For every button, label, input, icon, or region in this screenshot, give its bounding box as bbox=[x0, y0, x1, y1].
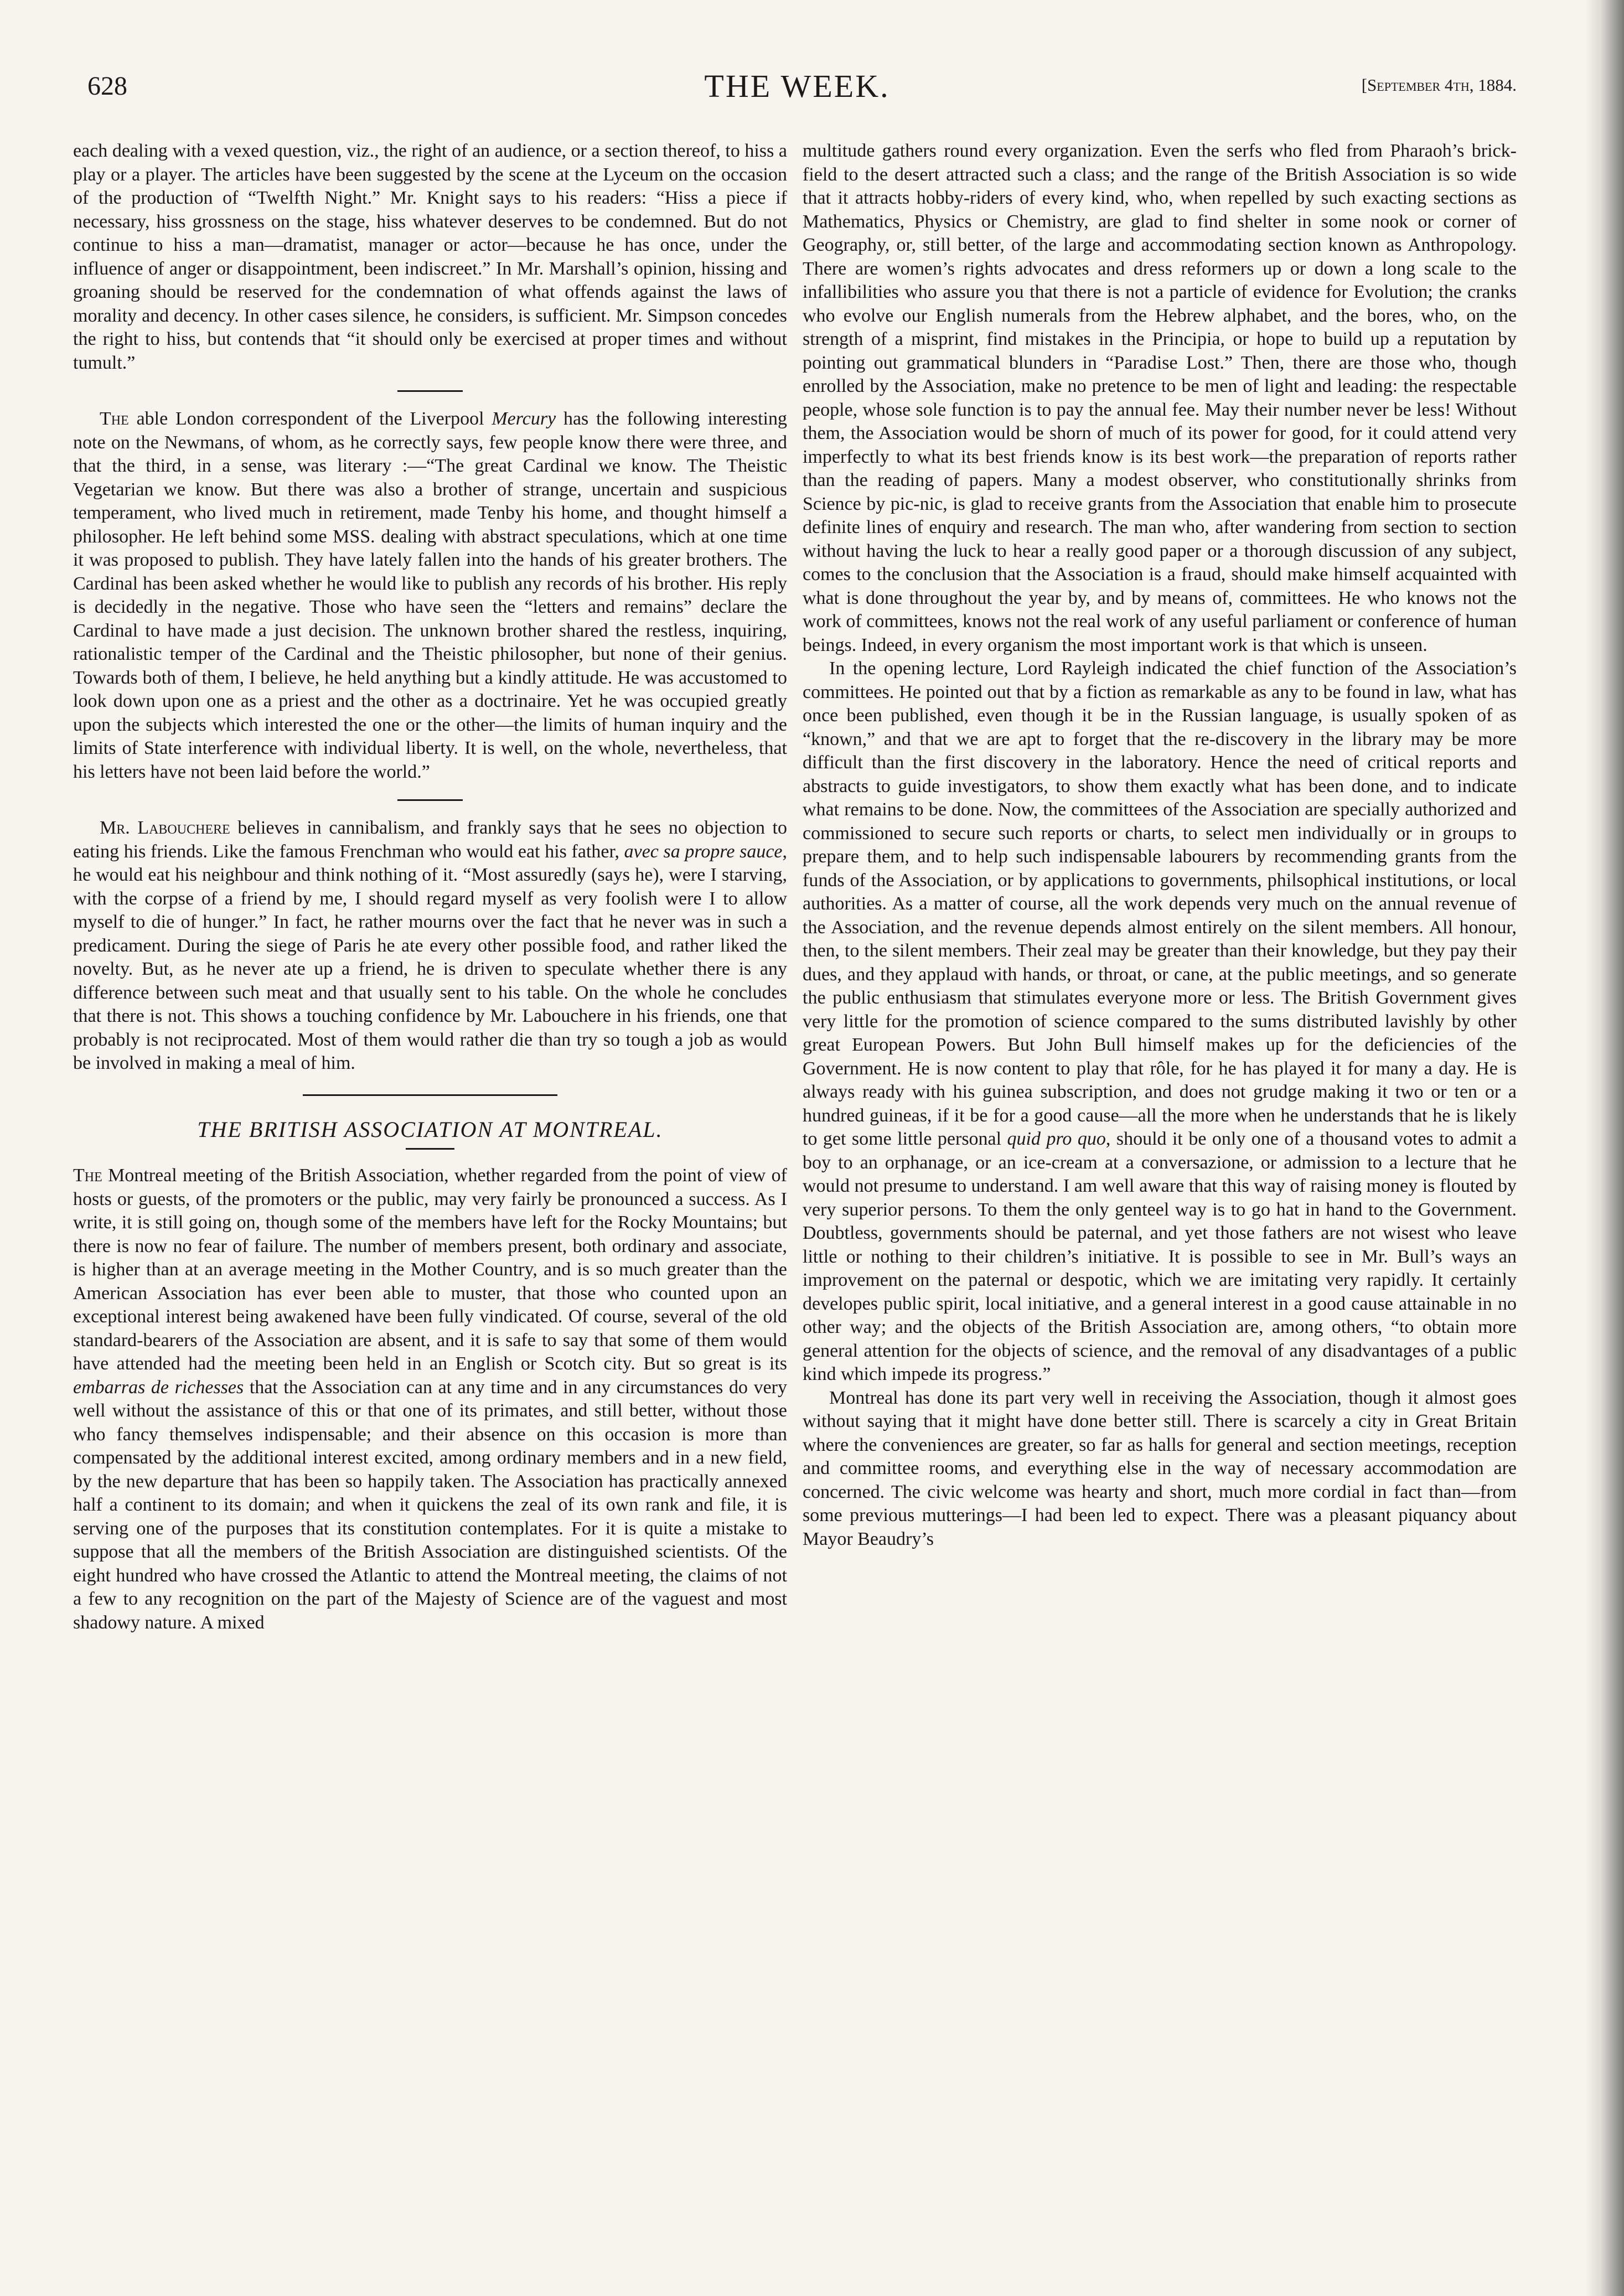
italic-phrase: quid pro quo bbox=[1007, 1129, 1106, 1149]
section-divider bbox=[397, 799, 463, 801]
issue-date: [September 4th, 1884. bbox=[1361, 75, 1517, 95]
paragraph-text: that the Association can at any time and in any circumstances do very well without the assistance of this or that one of its primates, and still better, without those who fancy themselves indispensable; and their absence on this occasion is more than compensated by the additional interest excited, among ordinary members and in a new field, by the new departure that has been so happily taken. The Association has practically annexed half a continent to its domain; and when it quickens the zeal of its own rank and file, it is serving one of the purposes that its constitution contemplates. For it is quite a mistake to suppose that all the members of the British Association are distinguished scientists. Of the eight hundred who have crossed the Atlantic to attend the Montreal meeting, the claims of not a few to any recognition on the part of the Majesty of Science are of the vaguest and most shadowy nature. A mixed bbox=[73, 1377, 787, 1633]
paragraph-text: believes in cannibalism, and frankly says that he sees no objection to eating his friends. Like the famous Frenchman who would eat his father, bbox=[73, 818, 787, 862]
paragraph-rayleigh bbox=[803, 657, 1517, 1387]
paragraph-text: Montreal meeting of the British Association, whether regarded from the point of view of hosts or guests, of the promoters or the public, may very fairly be pronounced a success. As I write, it is still going on, though some of the members have left for the Rocky Mountains; but there is now no fear of failure. The number of members present, both ordinary and associate, is higher than at an average meeting in the Mother Country, and is so much greater than the American Association has ever been able to muster, that those who counted upon an exceptional interest being awakened have been fully vindicated. Of course, several of the old standard-bearers of the Association are absent, and it is safe to say that some of them would have attended had the meeting been held in an English or Scotch city. But so great is its bbox=[73, 1165, 787, 1374]
paragraph-hissing: each dealing with a vexed question, viz., the right of an audience, or a section thereof, to hiss a play or a player. The articles have been suggested by the scene at the Lyceum on the occasion of the production of “Twelfth Night.” Mr. Knight says to his readers: “Hiss a piece if necessary, hiss grossness on the stage, hiss whatever deserves to be condemned. But do not continue to hiss a man—dramatist, manager or actor—because he has once, under the influence of anger or disappointment, been indiscreet.” In Mr. Marshall’s opinion, hissing and groaning should be reserved for the condemnation of what offends against the laws of morality and decency. In other cases silence, he considers, is sufficient. Mr. Simpson concedes the right to hiss, but contends that “it should only be exercised at proper times and without tumult.” bbox=[73, 141, 787, 373]
publication-title: THE WEEK. bbox=[704, 68, 890, 104]
paragraph-montreal-welcome: Montreal has done its part very well in receiving the Association, though it almost goes without saying that it might have done better still. There is scarcely a city in Great Britain where the conveniences are greater, so far as halls for general and section meetings, reception and committee rooms, and everything else in the way of necessary accommodation are concerned. The civic welcome was hearty and short, much more cordial in fact than—from some previous mutterings—I had been led to expect. There was a pleasant piquancy about Mayor Beaudry’s bbox=[803, 1387, 1517, 1549]
lead-in: Mr. Labouchere bbox=[100, 818, 230, 838]
section-divider bbox=[397, 390, 463, 392]
page-number: 628 bbox=[87, 71, 127, 101]
paragraph-text: able London correspondent of the Liverpool bbox=[128, 408, 492, 429]
paragraph-text: , should it be only one of a thousand votes to admit a boy to an orphanage, or an ice-cream at a conversazione, or admission to a lecture that he would not presume to understand. I am well aware that this way of raising money is flouted by very superior persons. To them the only genteel way is to go hat in hand to the Government. Doubtless, governments should be paternal, and yet those fathers are not wisest who leave little or nothing to their children’s initiative. It is possible to see in Mr. Bull’s ways an improvement on the paternal or despotic, which we are imitating very rapidly. It certainly developes public spirit, local initiative, and a general interest in a good cause attainable in no other way; and the objects of the British Association are, among others, “to obtain more general attention for the objects of science, and the removal of any disadvantages of a public kind which impede its progress.” bbox=[803, 1129, 1517, 1384]
paragraph-multitude: multitude gathers round every organization. Even the serfs who fled from Pharaoh’s brick-field to the desert attracted such a class; and the range of the British Association is so wide that it attracts hobby-riders of every kind, who, when repelled by such exacting sections as Mathematics, Physics or Chemistry, are glad to find shelter in some nook or corner of Geography, or, still better, of the large and accommodating section known as Anthropology. There are women’s rights advocates and dress reformers up or down a long scale to the infallibilities who assure you that there is not a particle of evidence for Evolution; the cranks who evolve our English numerals from the Hebrew alphabet, and the bores, who, on the strength of a misprint, find mistakes in the Principia, or hope to build up a reputation by pointing out grammatical blunders in “Paradise Lost.” Then, there are those who, though enrolled by the Association, make no pretence to be men of light and leading: the respectable people, whose sole function is to pay the annual fee. May their number never be less! Without them, the Association would be shorn of much of its power for good, for it could attend very imperfectly to what its best friends know is its best work—the preparation of reports rather than the reading of papers. Many a modest observer, who constitutionally shrinks from Science by pic-nic, is glad to receive grants from the Association that enable him to prosecute definite lines of enquiry and research. The man who, after wandering from section to section without having the luck to hear a really good paper or a thorough discussion of any subject, comes to the conclusion that the Association is a fraud, should make himself acquainted with what is done throughout the year by, and by means of, committees. He who knows not the work of committees, knows not the real work of any useful parliament or conference of human beings. Indeed, in every organism the most important work is that which is unseen. bbox=[803, 141, 1517, 655]
title-rule bbox=[406, 1148, 454, 1150]
left-column bbox=[73, 139, 787, 1635]
paragraph-montreal-meeting bbox=[73, 1164, 787, 1635]
newspaper-name: Mercury bbox=[492, 408, 556, 429]
scan-edge-shadow bbox=[1585, 0, 1624, 2296]
italic-phrase: avec sa propre sauce bbox=[624, 841, 783, 862]
article-divider bbox=[303, 1094, 557, 1096]
paragraph-labouchere bbox=[73, 816, 787, 1075]
lead-in: The bbox=[100, 408, 129, 429]
paragraph-text: has the following interesting note on the Newmans, of whom, as he correctly says, few people know there were three, and that the third, in a sense, was literary :—“The great Cardinal we know. The Theistic Vegetarian we know. But there was also a brother of strange, uncertain and suspicious temperament, who lived much in retirement, made Tenby his home, and thought himself a philosopher. He left behind some MSS. dealing with abstract speculations, which at one time it was proposed to publish. They have lately fallen into the hands of his greater brothers. The Cardinal has been asked whether he would like to publish any records of his brother. His reply is decidedly in the negative. Those who have seen the “letters and remains” declare the Cardinal to have made a just decision. The unknown brother shared the restless, inquiring, rationalistic temper of the Cardinal and the Theistic philosopher, but none of their genius. Towards both of them, I believe, he held anything but a kindly attitude. He was accustomed to look down upon one as a priest and the other as a doctrinaire. Yet he was occupied greatly upon the subjects which interested the one or the other—the limits of human inquiry and the limits of State interference with individual liberty. It is well, on the whole, nevertheless, that his letters have not been laid before the world.” bbox=[73, 408, 787, 782]
paragraph-newmans bbox=[73, 407, 787, 784]
italic-phrase: embarras de richesses bbox=[73, 1377, 244, 1398]
article-title: THE BRITISH ASSOCIATION AT MONTREAL. bbox=[197, 1116, 663, 1142]
paragraph-text: In the opening lecture, Lord Rayleigh indicated the chief function of the Association’s committees. He pointed out that by a fiction as remarkable as any to be found in law, what has once been published, even though it be in the Russian language, is usually spoken of as “known,” and that we are apt to forget that the re-discovery in the library may be more difficult than the first discovery in the laboratory. Hence the need of critical reports and abstracts to guide investigators, to show them exactly what has been done, and to indicate what remains to be done. Now, the committees of the Association are specially authorized and commissioned to secure such reports or charts, to select men individually or in groups to prepare them, and to help such indispensable labourers by recommending grants from the funds of the Association, or by applications to governments, philsophical institutions, or local authorities. As a matter of course, all the work depends very much on the annual revenue of the Association, and the revenue depends almost entirely on the silent members. All honour, then, to the silent members. Their zeal may be greater than their knowledge, but they pay their dues, and they applaud with hands, or throat, or cane, at the public meetings, and so generate the public enthusiasm that stimulates everyone more or less. The British Government gives very little for the promotion of science compared to the sums distributed lavishly by other great European Powers. But John Bull himself makes up for the deficiencies of the Government. He is now content to play that rôle, for he has played it for many a day. He is always ready with his guinea subscription, and does not grudge making it two or ten or a hundred guineas, if it be for a good cause—all the more when he understands that he is likely to get some little personal bbox=[803, 658, 1517, 1149]
page-header bbox=[77, 68, 1517, 110]
right-column bbox=[803, 139, 1517, 1551]
lead-in: The bbox=[73, 1165, 102, 1186]
paragraph-text: , he would eat his neighbour and think nothing of it. “Most assuredly (says he), were I starving, with the corpse of a friend by me, I should regard myself as very foolish were I to allow myself to die of hunger.” In fact, he rather mourns over the fact that he never was in such a predicament. During the siege of Paris he ate every other possible food, and rather liked the novelty. But, as he never ate up a friend, he is driven to speculate whether there is any difference between such meat and that usually sent to his table. On the whole he concludes that there is not. This shows a touching confidence by Mr. Labouchere in his friends, one that probably is not reciprocated. Most of them would rather die than try so tough a job as would be involved in making a meal of him. bbox=[73, 841, 788, 1073]
